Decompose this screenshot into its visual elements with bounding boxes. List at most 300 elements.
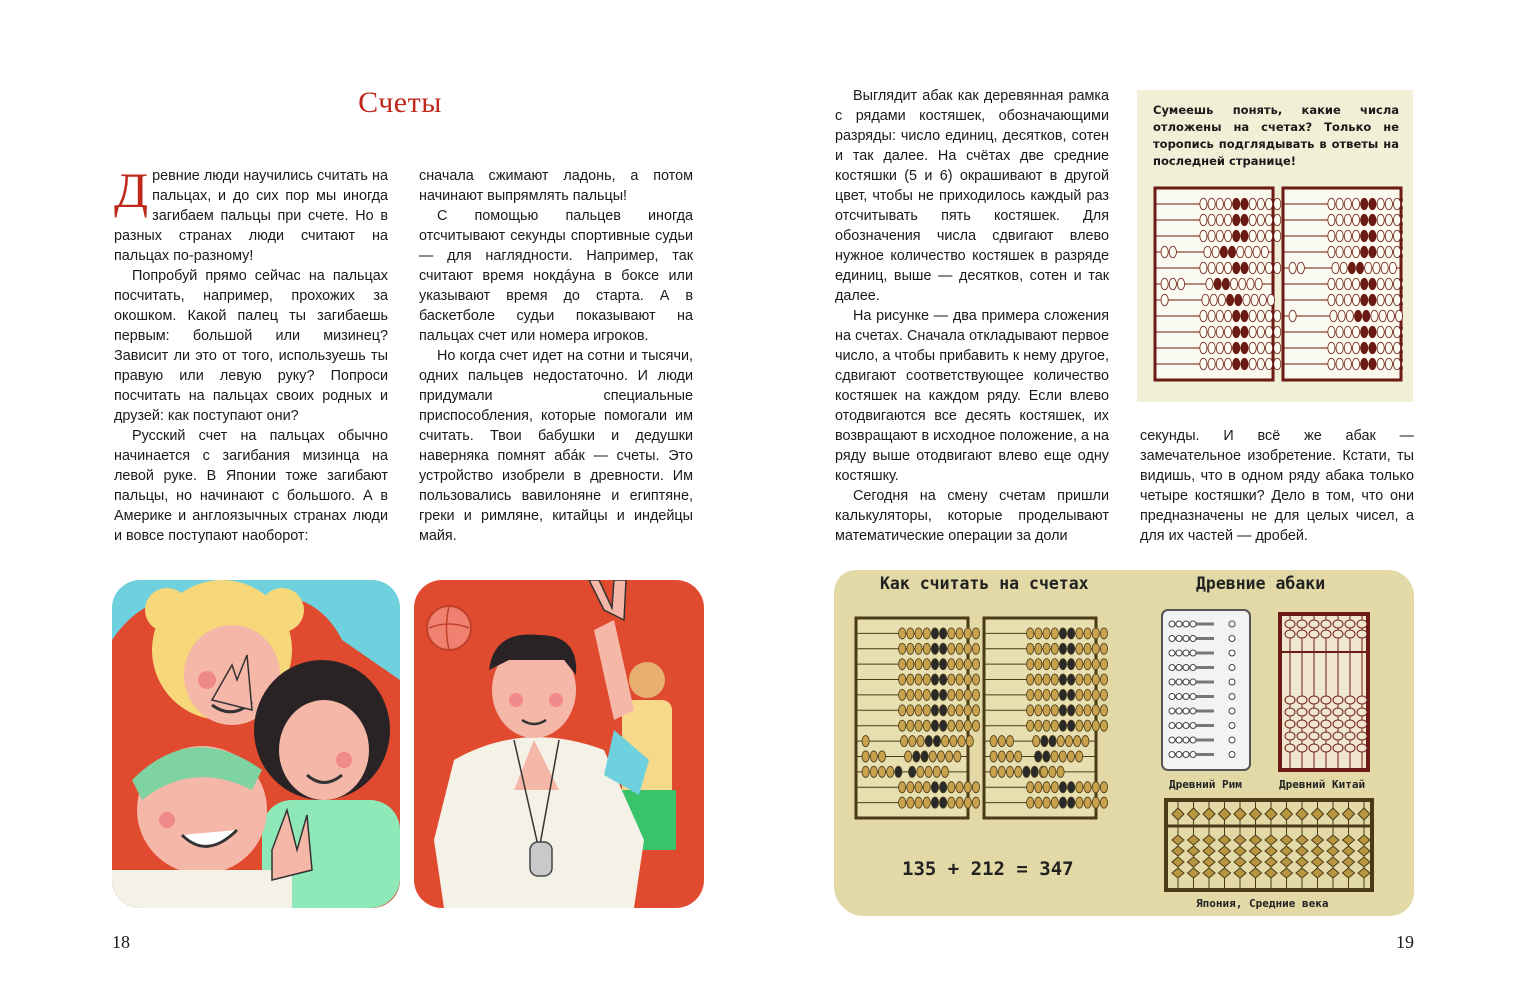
abacus-bead <box>1233 342 1240 354</box>
abacus-bead <box>1328 358 1335 370</box>
roman-abacus-bead <box>1229 665 1235 671</box>
abacus-bead <box>1274 342 1281 354</box>
abacus-bead <box>1377 198 1384 210</box>
abacus-bead <box>998 766 1005 777</box>
roman-abacus-bead <box>1229 708 1235 714</box>
roman-abacus-bead <box>1183 621 1189 627</box>
chinese-abacus-bead <box>1297 708 1307 716</box>
abacus-bead <box>923 643 930 654</box>
abacus-bead <box>1274 198 1281 210</box>
abacus-bead <box>1393 214 1400 226</box>
abacus-bead <box>1369 230 1376 242</box>
abacus-bead <box>1352 246 1359 258</box>
chinese-abacus-bead <box>1285 620 1295 628</box>
abacus-bead <box>1224 310 1231 322</box>
abacus-bead <box>1393 358 1400 370</box>
abacus-bead <box>1208 262 1215 274</box>
quiz-text: Сумеешь понять, какие числа отложены на счетах? Только не торопись подглядывать в ответы на последней странице! <box>1153 103 1399 168</box>
chinese-abacus-bead <box>1321 732 1331 740</box>
abacus-bead <box>1247 278 1254 290</box>
paragraph: Древние люди научились считать на пальцах, и до сих пор мы иногда загибаем пальцы при счете. Но в разных странах люди считают на пальцах по-разному! <box>114 162 388 264</box>
abacus-bead <box>1169 278 1176 290</box>
roman-abacus-bead <box>1190 665 1196 671</box>
abacus-bead <box>956 674 963 685</box>
abacus-bead <box>1043 674 1050 685</box>
abacus-bead <box>1169 246 1176 258</box>
roman-abacus-bead <box>1190 752 1196 758</box>
abacus-bead <box>931 689 938 700</box>
abacus-bead <box>1361 230 1368 242</box>
abacus-bead <box>1092 797 1099 808</box>
abacus-bead <box>1027 782 1034 793</box>
abacus-bead <box>1336 198 1343 210</box>
abacus-bead <box>1043 705 1050 716</box>
chinese-abacus-bead <box>1333 744 1343 752</box>
abacus-bead <box>1241 262 1248 274</box>
abacus-bead <box>1274 310 1281 322</box>
chinese-abacus-bead <box>1321 620 1331 628</box>
abacus-bead <box>1385 278 1392 290</box>
abacus-bead <box>1344 230 1351 242</box>
abacus-bead <box>1241 342 1248 354</box>
abacus-bead <box>1352 358 1359 370</box>
roman-abacus-bead <box>1169 694 1175 700</box>
abacus-bead <box>1051 705 1058 716</box>
abacus-bead <box>933 736 940 747</box>
abacus-bead <box>1200 214 1207 226</box>
abacus-bead <box>948 659 955 670</box>
abacus-bead <box>1057 766 1064 777</box>
chinese-abacus-bead <box>1357 720 1367 728</box>
abacus-bead <box>1057 736 1064 747</box>
abacus-bead <box>1043 643 1050 654</box>
abacus-bead <box>899 705 906 716</box>
abacus-bead <box>1068 628 1075 639</box>
roman-abacus-bead <box>1169 752 1175 758</box>
abacus-bead <box>1336 294 1343 306</box>
abacus-bead <box>1200 262 1207 274</box>
abacus-bead <box>915 797 922 808</box>
abacus-bead <box>1369 294 1376 306</box>
abacus-bead <box>1006 766 1013 777</box>
abacus-bead <box>1369 278 1376 290</box>
abacus-bead <box>925 736 932 747</box>
abacus-bead <box>1200 358 1207 370</box>
chinese-abacus-bead <box>1357 732 1367 740</box>
abacus-bead <box>1330 310 1337 322</box>
abacus-bead <box>1051 659 1058 670</box>
abacus-bead <box>1377 230 1384 242</box>
roman-abacus-bead <box>1169 636 1175 642</box>
abacus-bead <box>1354 310 1361 322</box>
abacus-bead <box>1328 294 1335 306</box>
abacus-bead <box>1027 674 1034 685</box>
chinese-abacus-bead <box>1309 744 1319 752</box>
abacus-bead <box>907 659 914 670</box>
abacus-bead <box>1241 310 1248 322</box>
abacus-bead <box>1393 246 1400 258</box>
abacus-bead <box>1233 262 1240 274</box>
abacus-bead <box>1051 689 1058 700</box>
abacus-bead <box>1344 278 1351 290</box>
abacus-bead <box>1035 628 1042 639</box>
abacus-bead <box>956 628 963 639</box>
abacus-bead <box>899 674 906 685</box>
abacus-bead <box>915 720 922 731</box>
abacus-bead <box>1395 310 1402 322</box>
abacus-bead <box>1344 198 1351 210</box>
abacus-bead <box>1059 797 1066 808</box>
dropcap: Д <box>114 162 149 218</box>
roman-abacus-bead <box>1190 679 1196 685</box>
abacus-bead <box>1043 751 1050 762</box>
abacus-bead <box>915 659 922 670</box>
roman-abacus-bead <box>1169 723 1175 729</box>
abacus-bead <box>913 751 920 762</box>
abacus-bead <box>917 766 924 777</box>
quiz-box <box>1137 90 1413 402</box>
abacus-bead <box>1214 278 1221 290</box>
abacus-bead <box>1059 659 1066 670</box>
roman-abacus-bead <box>1183 665 1189 671</box>
abacus-bead <box>1068 659 1075 670</box>
abacus-bead <box>907 689 914 700</box>
quiz-abacus-drawings <box>1153 186 1403 386</box>
roman-abacus-bead <box>1169 665 1175 671</box>
abacus-bead <box>1346 310 1353 322</box>
abacus-bead <box>870 766 877 777</box>
abacus-bead <box>1257 358 1264 370</box>
abacus-bead <box>948 628 955 639</box>
roman-abacus-bead <box>1229 737 1235 743</box>
abacus-bead <box>972 782 979 793</box>
chinese-abacus-bead <box>1345 696 1355 704</box>
chinese-abacus-bead <box>1297 620 1307 628</box>
abacus-bead <box>1033 736 1040 747</box>
abacus-bead <box>1393 342 1400 354</box>
abacus-bead <box>1161 246 1168 258</box>
abacus-bead <box>1274 326 1281 338</box>
abacus-bead <box>862 766 869 777</box>
abacus-bead <box>1092 782 1099 793</box>
abacus-bead <box>972 689 979 700</box>
abacus-bead <box>1369 358 1376 370</box>
chinese-abacus-bead <box>1285 630 1295 638</box>
abacus-bead <box>915 628 922 639</box>
abacus-bead <box>1084 705 1091 716</box>
paragraph: Выглядит абак как деревянная рамка с рядами костяшек, обозначающими разряды: число единиц, десятков, сотен и так далее. На счётах две средние костяшки (5 и 6) окрашивают в другой цвет, чтобы не приходилось каждый раз отсчитывать пять костяшек. Для обозначения числа сдвигают влево нужное количество костяшек в разряде единиц, выше — десятков, сотен и так далее. <box>835 88 1109 304</box>
roman-abacus-bead <box>1169 708 1175 714</box>
abacus-bead <box>1092 628 1099 639</box>
abacus-bead <box>1051 643 1058 654</box>
abacus-bead <box>940 643 947 654</box>
abacus-bead <box>948 705 955 716</box>
abacus-bead <box>998 751 1005 762</box>
abacus-bead <box>1208 230 1215 242</box>
abacus-bead <box>899 689 906 700</box>
abacus-bead <box>1241 230 1248 242</box>
abacus-bead <box>1328 326 1335 338</box>
abacus-bead <box>1344 294 1351 306</box>
abacus-bead <box>923 797 930 808</box>
abacus-bead <box>1035 674 1042 685</box>
abacus-bead <box>1210 294 1217 306</box>
abacus-bead <box>1220 246 1227 258</box>
abacus-bead <box>1006 751 1013 762</box>
abacus-bead <box>1068 720 1075 731</box>
roman-abacus-bead <box>1169 621 1175 627</box>
abacus-bead <box>1393 294 1400 306</box>
abacus-bead <box>931 643 938 654</box>
abacus-bead <box>923 689 930 700</box>
abacus-bead <box>1208 358 1215 370</box>
roman-abacus-bead <box>1169 650 1175 656</box>
abacus-bead <box>1361 342 1368 354</box>
referee-illustration <box>414 580 704 908</box>
abacus-bead <box>1100 720 1107 731</box>
abacus-bead <box>931 674 938 685</box>
abacus-bead <box>1289 262 1296 274</box>
abacus-bead <box>1027 643 1034 654</box>
abacus-bead <box>915 782 922 793</box>
chinese-abacus-bead <box>1285 696 1295 704</box>
abacus-bead <box>915 705 922 716</box>
abacus-bead <box>1200 326 1207 338</box>
abacus-bead <box>1059 720 1066 731</box>
abacus-bead <box>1216 214 1223 226</box>
abacus-bead <box>1348 262 1355 274</box>
abacus-bead <box>901 736 908 747</box>
abacus-bead <box>937 751 944 762</box>
abacus-bead <box>1177 278 1184 290</box>
abacus-bead <box>1059 689 1066 700</box>
abacus-bead <box>1233 358 1240 370</box>
chinese-abacus-bead <box>1297 744 1307 752</box>
abacus-bead <box>933 766 940 777</box>
abacus-bead <box>1076 797 1083 808</box>
abacus-bead <box>1068 689 1075 700</box>
abacus-bead <box>1344 342 1351 354</box>
abacus-bead <box>1208 342 1215 354</box>
roman-abacus-bead <box>1176 737 1182 743</box>
equation: 135 + 212 = 347 <box>902 858 1074 880</box>
abacus-bead <box>972 674 979 685</box>
abacus-bead <box>954 751 961 762</box>
abacus-bead <box>956 643 963 654</box>
abacus-bead <box>1161 294 1168 306</box>
abacus-bead <box>907 720 914 731</box>
roman-abacus-bead <box>1190 650 1196 656</box>
abacus-bead <box>1265 358 1272 370</box>
abacus-bead <box>1067 751 1074 762</box>
abacus-bead <box>1257 310 1264 322</box>
abacus-bead <box>1051 720 1058 731</box>
abacus-bead <box>1208 198 1215 210</box>
abacus-bead <box>907 705 914 716</box>
abacus-bead <box>1224 262 1231 274</box>
abacus-bead <box>1336 342 1343 354</box>
abacus-bead <box>1015 766 1022 777</box>
abacus-bead <box>1084 689 1091 700</box>
abacus-bead <box>1059 628 1066 639</box>
abacus-bead <box>1224 198 1231 210</box>
abacus-bead <box>950 736 957 747</box>
abacus-bead <box>931 782 938 793</box>
abacus-bead <box>862 736 869 747</box>
paragraph: Но когда счет идет на сотни и тысячи, одних пальцев недостаточно. И люди придумали специальные приспособления, которые помогали им считать. Твои бабушки и дедушки наверняка помнят абáк — счеты. Это устройство изобрели в древности. Им пользовались вавилоняне и египтяне, греки и римляне, китайцы и индейцы майя. <box>419 348 693 544</box>
abacus-bead <box>931 720 938 731</box>
abacus-bead <box>1235 294 1242 306</box>
abacus-bead <box>1253 246 1260 258</box>
abacus-bead <box>1328 246 1335 258</box>
abacus-bead <box>1015 751 1022 762</box>
abacus-bead <box>1035 782 1042 793</box>
abacus-bead <box>1100 674 1107 685</box>
abacus-bead <box>1084 628 1091 639</box>
abacus-bead <box>964 659 971 670</box>
abacus-bead <box>990 736 997 747</box>
abacus-bead <box>1257 214 1264 226</box>
chinese-abacus-bead <box>1357 620 1367 628</box>
paragraph: Русский счет на пальцах обычно начинается с загибания мизинца на левой руке. В Японии тоже загибают пальцы, но начинают с большого. А в Америке и англоязычных странах люди и вовсе поступают наоборот: <box>114 428 388 544</box>
abacus-bead <box>907 628 914 639</box>
abacus-bead <box>1344 246 1351 258</box>
abacus-bead <box>1100 628 1107 639</box>
chinese-abacus-bead <box>1321 696 1331 704</box>
abacus-bead <box>1043 720 1050 731</box>
abacus-bead <box>1363 310 1370 322</box>
abacus-bead <box>1224 214 1231 226</box>
abacus-bead <box>1216 230 1223 242</box>
chinese-abacus-bead <box>1309 732 1319 740</box>
abacus-bead <box>1265 262 1272 274</box>
paragraph: сначала сжимают ладонь, а потом начинают выпрямлять пальцы! <box>419 168 693 204</box>
abacus-bead <box>1068 674 1075 685</box>
abacus-bead <box>915 674 922 685</box>
abacus-bead <box>907 797 914 808</box>
abacus-bead <box>1100 689 1107 700</box>
abacus-bead <box>1035 659 1042 670</box>
abacus-bead <box>964 720 971 731</box>
abacus-bead <box>1385 342 1392 354</box>
abacus-bead <box>1385 326 1392 338</box>
abacus-bead <box>1027 705 1034 716</box>
abacus-bead <box>1356 262 1363 274</box>
abacus-bead <box>1031 766 1038 777</box>
abacus-bead <box>1251 294 1258 306</box>
abacus-bead <box>1361 214 1368 226</box>
abacus-bead <box>1249 214 1256 226</box>
roman-abacus-bead <box>1183 679 1189 685</box>
abacus-bead <box>870 751 877 762</box>
roman-abacus-bead <box>1183 636 1189 642</box>
abacus-bead <box>956 705 963 716</box>
abacus-bead <box>1257 326 1264 338</box>
roman-abacus-bead <box>1229 679 1235 685</box>
abacus-bead <box>1336 230 1343 242</box>
chinese-abacus-bead <box>1297 732 1307 740</box>
abacus-bead <box>1344 214 1351 226</box>
abacus-bead <box>1204 246 1211 258</box>
abacus-bead <box>948 797 955 808</box>
roman-abacus-bead <box>1229 636 1235 642</box>
abacus-bead <box>1377 278 1384 290</box>
abacus-bead <box>887 766 894 777</box>
abacus-bead <box>972 643 979 654</box>
abacus-bead <box>964 689 971 700</box>
abacus-bead <box>1379 310 1386 322</box>
abacus-bead <box>1344 358 1351 370</box>
roman-abacus-bead <box>1183 694 1189 700</box>
abacus-bead <box>1249 310 1256 322</box>
kids-illustration-svg <box>112 580 400 908</box>
roman-abacus-bead <box>1229 723 1235 729</box>
abacus-bead <box>931 628 938 639</box>
abacus-bead <box>1100 659 1107 670</box>
page-number-left: 18 <box>112 932 130 952</box>
chinese-abacus-bead <box>1297 720 1307 728</box>
roman-abacus-bead <box>1176 650 1182 656</box>
heading-ancient-abaci: Древние абаки <box>1196 574 1326 593</box>
abacus-bead <box>1385 246 1392 258</box>
chinese-abacus-bead <box>1297 630 1307 638</box>
abacus-bead <box>921 751 928 762</box>
abacus-bead <box>1352 326 1359 338</box>
abacus-bead <box>1249 358 1256 370</box>
chinese-abacus-bead <box>1309 630 1319 638</box>
abacus-bead <box>1230 278 1237 290</box>
abacus-bead <box>1084 643 1091 654</box>
abacus-bead <box>1267 294 1274 306</box>
abacus-bead <box>1035 720 1042 731</box>
abacus-bead <box>1233 198 1240 210</box>
abacus-bead <box>1041 766 1048 777</box>
abacus-bead <box>1332 262 1339 274</box>
abacus-bead <box>1338 310 1345 322</box>
abacus-bead <box>1065 736 1072 747</box>
abacus-bead <box>1265 230 1272 242</box>
abacus-bead <box>1226 294 1233 306</box>
abacus-bead <box>940 628 947 639</box>
abacus-bead <box>1059 643 1066 654</box>
abacus-bead <box>1361 358 1368 370</box>
paragraph: секунды. И всё же абак — замечательное изобретение. Кстати, ты видишь, что в одном ряду абака только четыре костяшки? Дело в том, что они предназначены не для целых чисел, а для их частей — дробей. <box>1140 428 1414 544</box>
abacus-bead <box>1212 246 1219 258</box>
chinese-abacus-bead <box>1309 696 1319 704</box>
abacus-bead <box>1361 294 1368 306</box>
abacus-bead <box>942 736 949 747</box>
abacus-bead <box>1084 797 1091 808</box>
abacus-bead <box>1100 797 1107 808</box>
abacus-bead <box>1257 262 1264 274</box>
abacus-bead <box>1243 294 1250 306</box>
page-title: Счеты <box>358 86 442 119</box>
chinese-abacus-bead <box>1309 620 1319 628</box>
roman-abacus-bead <box>1190 621 1196 627</box>
chinese-abacus-bead <box>1321 744 1331 752</box>
abacus-bead <box>1161 278 1168 290</box>
abacus-bead <box>1274 230 1281 242</box>
abacus-bead <box>1328 342 1335 354</box>
abacus-bead <box>1035 689 1042 700</box>
abacus-bead <box>956 720 963 731</box>
abacus-bead <box>1051 628 1058 639</box>
referee-illustration-svg <box>414 580 704 908</box>
chinese-abacus-bead <box>1357 744 1367 752</box>
abacus-bead <box>1369 326 1376 338</box>
abacus-bead <box>1084 674 1091 685</box>
roman-abacus-bead <box>1183 650 1189 656</box>
